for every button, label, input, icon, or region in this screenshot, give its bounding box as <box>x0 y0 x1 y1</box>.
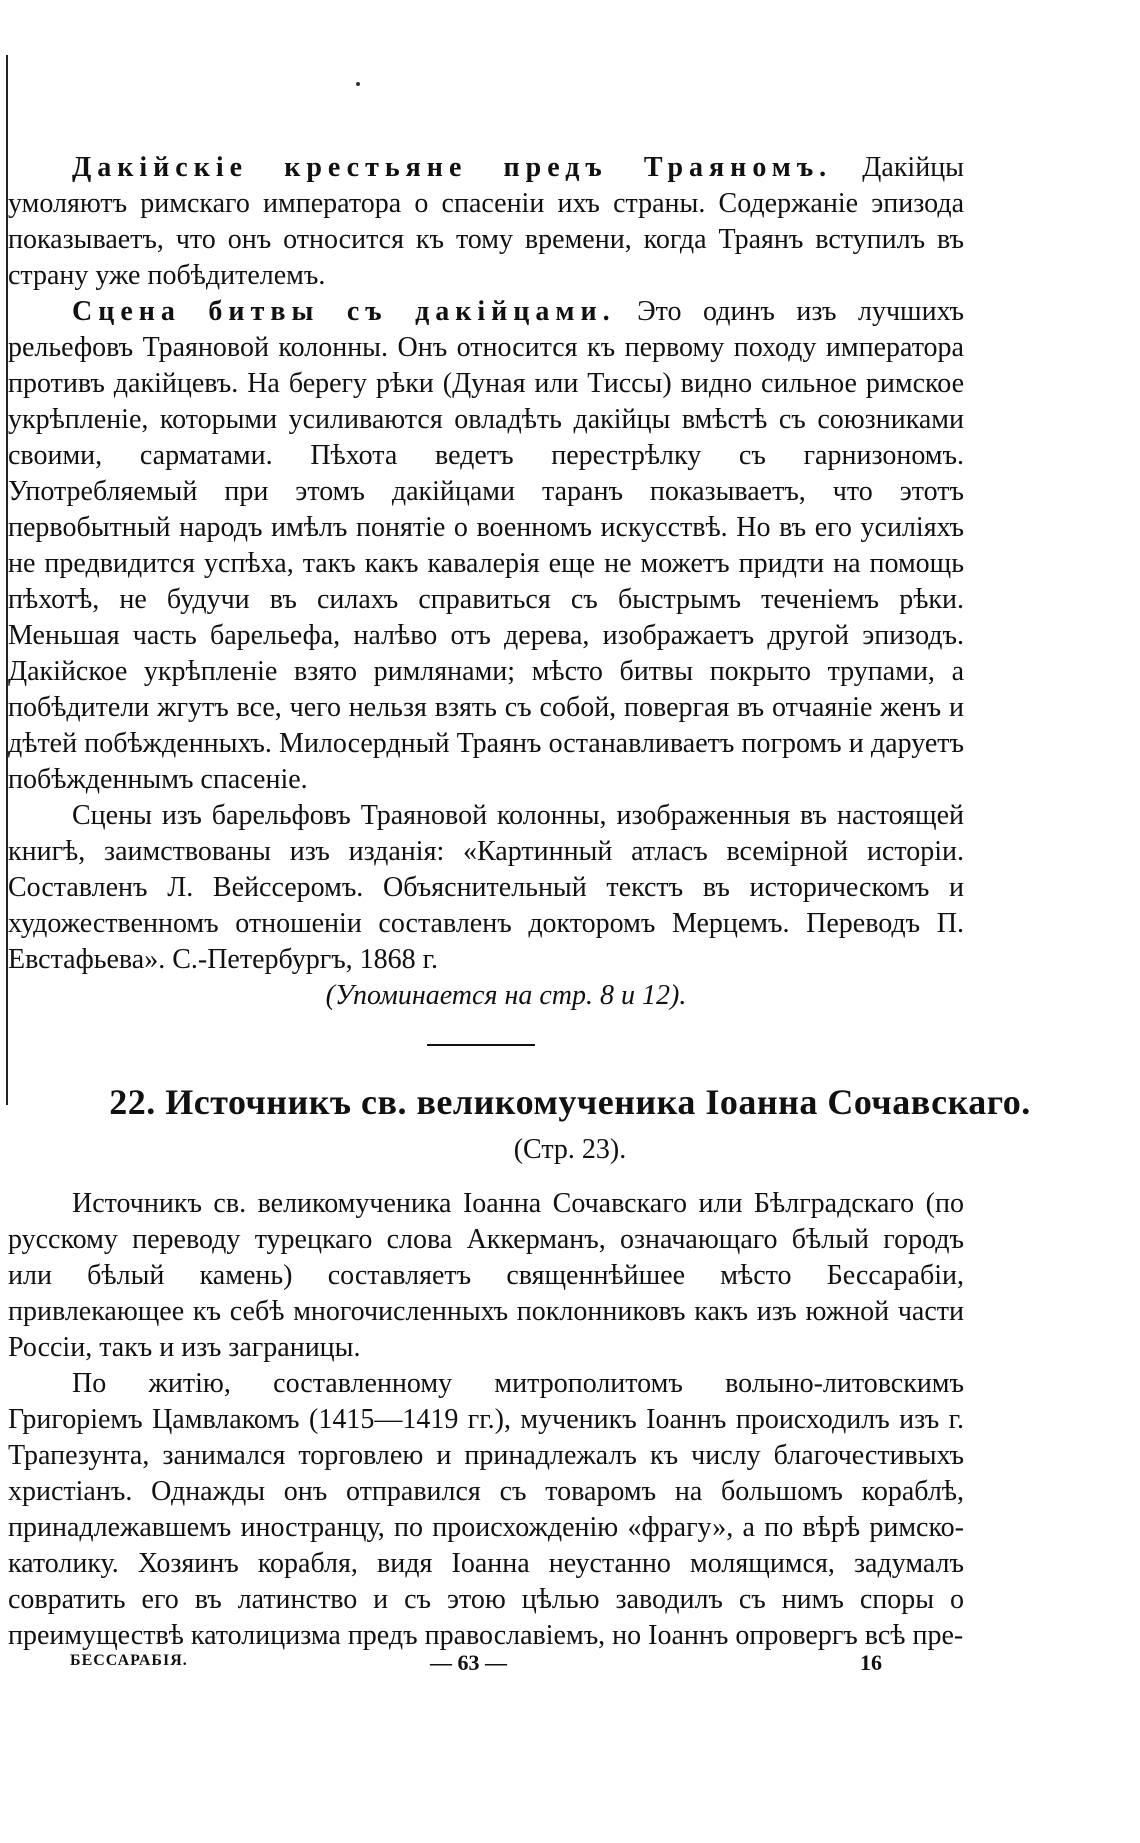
paragraph-spring-intro: Источникъ св. великомученика Іоанна Сочавскаго или Бѣлградскаго (по русскому переводу турецкаго слова Аккерманъ, означающаго бѣлый городъ или бѣлый камень) составляетъ священнѣйшее мѣсто Бессарабіи, привлекающее къ себѣ многочисленныхъ поклонниковъ какъ изъ южной части Россіи, такъ и изъ заграницы. <box>8 1188 964 1363</box>
page-number: — 63 — <box>430 1650 507 1675</box>
page-reference: (Упоминается на стр. 8 и 12). <box>325 980 687 1011</box>
sheet-number: 16 <box>860 1650 882 1675</box>
section-page-reference: (Стр. 23). <box>513 1134 627 1165</box>
plate-descriptions <box>8 150 964 1014</box>
print-speck <box>356 82 360 86</box>
section-divider <box>427 1044 535 1046</box>
section-body <box>8 1186 964 1654</box>
paragraph-lead: Сцена битвы съ дакійцами. <box>72 296 616 327</box>
paragraph-body: Это одинъ изъ лучшихъ рельефовъ Траяновой колонны. Онъ относится къ первому походу императора противъ дакійцевъ. На берегу рѣки (Дуная или Тиссы) видно сильное римское укрѣпленіе, которыми усиливаются овладѣть дакійцы вмѣстѣ съ союзниками своими, сарматами. Пѣхота ведетъ перестрѣлку съ гарнизономъ. Употребляемый при этомъ дакійцами таранъ показываетъ, что этотъ первобытный народъ имѣлъ понятіе о военномъ искусствѣ. Но въ его усиліяхъ не предвидится успѣха, такъ какъ кавалерія еще не можетъ придти на помощь пѣхотѣ, не будучи въ силахъ справиться съ быстрымъ теченіемъ рѣки. Меньшая часть барельефа, налѣво отъ дерева, изображаетъ другой эпизодъ. Дакійское укрѣпленіе взято римлянами; мѣсто битвы покрыто трупами, а побѣдители жгутъ все, чего нельзя взять съ собой, повергая въ отчаяніе женъ и дѣтей побѣжденныхъ. Милосердный Траянъ останавливаетъ погромъ и даруетъ побѣжденнымъ спасеніе. <box>8 296 964 795</box>
printer-signature: БЕССАРАБІЯ. <box>70 1652 188 1669</box>
paragraph-life-of-john: По житію, составленному митрополитомъ волыно-литовскимъ Григоріемъ Цамвлакомъ (1415—1419 гг.), мученикъ Іоаннъ происходилъ изъ г. Трапезунта, занимался торговлею и принадлежалъ къ числу благочестивыхъ христіанъ. Однажды онъ отправился съ товаромъ на большомъ кораблѣ, принадлежавшемъ иностранцу, по происхожденію «фрагу», а по вѣрѣ римско-католику. Хозяинъ корабля, видя Іоанна неустанно молящимся, задумалъ совратить его въ латинство и съ этою цѣлью заводилъ съ нимъ споры о преимуществѣ католицизма предъ православіемъ, но Іоаннъ опровергъ всѣ пре- <box>8 1368 964 1651</box>
paragraph-battle-scene <box>8 294 964 798</box>
page-footer <box>70 1650 890 1680</box>
paragraph-body: Дакійцы умоляютъ римскаго императора о спасеніи ихъ страны. Содержаніе эпизода показываетъ, что онъ относится къ тому времени, когда Траянъ вступилъ въ страну уже побѣдителемъ. <box>8 152 964 291</box>
section-title: 22. Источникъ св. великомученика Іоанна Сочавскаго. <box>109 1082 1031 1122</box>
paragraph-source-note: Сцены изъ барельфовъ Траяновой колонны, изображенныя въ настоящей книгѣ, заимствованы изъ изданія: «Картинный атласъ всемірной исторіи. Составленъ Л. Вейссеромъ. Объяснительный текстъ въ историческомъ и художественномъ отношеніи составленъ докторомъ Мерцемъ. Переводъ П. Евстафьева». С.-Петербургъ, 1868 г. <box>8 800 964 975</box>
paragraph-lead: Дакійскіе крестьяне предъ Траяномъ. <box>72 152 833 183</box>
paragraph-dacian-peasants <box>8 150 964 294</box>
